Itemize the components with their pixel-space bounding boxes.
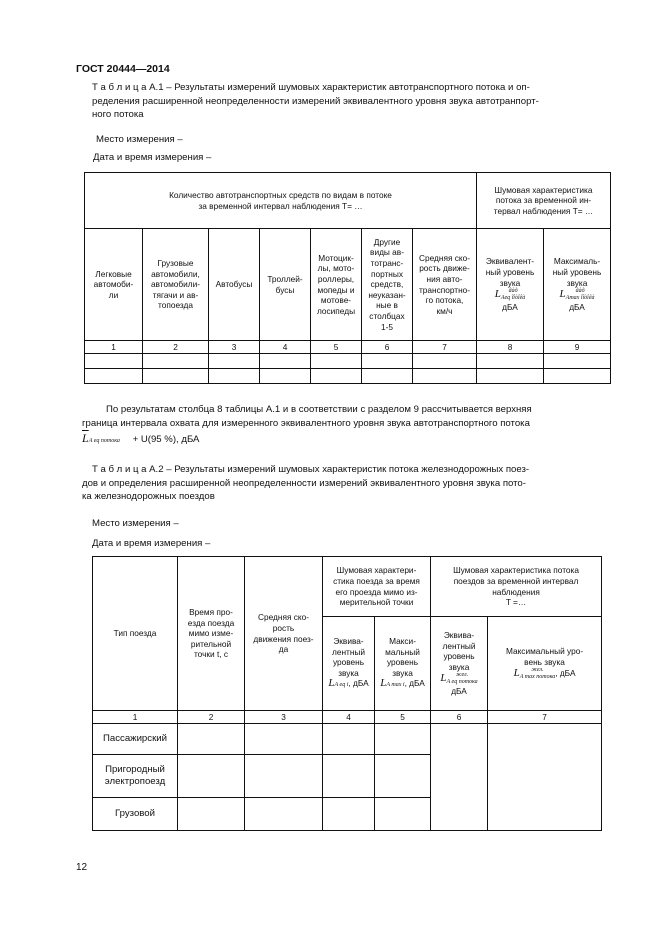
symbol-sup: ãàõ [575,288,585,295]
header-line: лентный [331,646,366,657]
caption-line: Т а б л и ц а А.1 – Результаты измерений шумовых характеристик автотранспортного потока и оп- [92,82,530,93]
header-line: движения поез- [253,633,314,644]
unit-label: дБА [451,686,467,697]
col-header-max-level-train [375,617,431,711]
col-header-eq-level-train [323,617,375,711]
header-line: виды ав- [370,247,404,258]
table1-group-header [85,173,477,229]
header-line: ные в [376,300,398,311]
header-line: рость движе- [419,263,470,274]
col-header-max-level-flow [488,617,602,711]
header-line: автомобили- [150,279,201,290]
caption-line: Т а б л и ц а А.2 – Результаты измерений шумовых характеристик потока железнодорожных поез- [92,464,530,475]
symbol-sup: жел. [456,672,469,679]
symbol-sub: A max i [386,682,405,689]
header-line: Шумовая характеристика [494,184,593,195]
unit-label: , дБА [555,668,576,679]
table-cell [544,354,611,369]
header-line: Средняя ско- [418,252,470,263]
text-line: граница интервала охвата для измеренного эквивалентного уровня звука автотранспортного потока [82,417,530,429]
header-line: его проезда мимо из- [335,586,418,597]
table-row [93,724,602,755]
col-header-avg-speed [245,557,323,711]
col-header-equivalent-level [477,229,544,341]
table-cell [85,354,143,369]
header-line: мотове- [320,295,352,306]
col-header-max-level [544,229,611,341]
page-number: 12 [76,862,88,873]
header-line: ли [108,289,119,300]
flow-noise-group-header [431,557,602,617]
row-label-line: Пригородный [105,764,165,775]
formula-sub: A eq потока [88,438,120,444]
column-number: 1 [93,711,178,724]
table-cell [375,724,431,755]
header-line: Максималь- [553,256,601,267]
header-line: го потока, [425,295,464,306]
formula-tail: + U(95 %), дБА [132,434,200,445]
table-cell-merged [488,724,602,831]
header-line: Эквива- [443,630,475,641]
header-line: Эквивалент- [485,256,535,267]
header-line: езда поезда [187,617,235,628]
table-cell [323,755,375,798]
column-number: 5 [375,711,431,724]
column-number: 4 [323,711,375,724]
header-line: средств, [370,279,404,290]
header-line: рительной [190,638,232,649]
symbol-sub: Amax îîòîêà [565,295,595,302]
unit-label: дБА [569,302,585,313]
caption-line: ного потока [92,109,144,120]
row-label-passenger: Пассажирский [93,724,178,755]
formula-line [82,432,615,449]
header-line: Грузовые [157,258,194,269]
column-number: 7 [413,341,477,354]
header-line: неуказан- [368,289,406,300]
header-line: столбцах [369,310,405,321]
header-line: автомобили, [151,268,200,279]
symbol-sub: A max потока [519,674,556,681]
header-line: тотранс- [370,258,404,269]
column-number: 9 [544,341,611,354]
table-cell [323,724,375,755]
table1 [84,172,611,384]
header-line: Легковые [95,268,132,279]
table-cell [260,369,311,384]
header-line: Максимальный уро- [505,645,584,656]
table-cell [413,369,477,384]
table1-caption [92,81,622,122]
header-line: ный уровень [552,266,602,277]
unit-label: дБА [502,302,518,313]
symbol-formula [489,667,600,681]
header-line: бусы [275,284,295,295]
column-number: 7 [488,711,602,724]
header-line: Макси- [389,636,416,647]
symbol-sub: A eq потока [446,679,478,686]
header-line: тервал наблюдения T= … [493,205,594,216]
document-header: ГОСТ 20444—2014 [76,63,170,75]
symbol-sub: Aeq îîòîêà [500,295,526,302]
header-line: вень звука [524,656,565,667]
table-cell [311,369,362,384]
col-header-eq-level-flow [431,617,488,711]
table-cell [375,755,431,798]
header-line: ния авто- [426,273,463,284]
caption-line: ка железнодорожных поездов [82,491,215,502]
col-header-other-vehicles [362,229,413,341]
table-cell [311,354,362,369]
col-header-train-type [93,557,178,711]
column-number: 4 [260,341,311,354]
col-header-motorcycles [311,229,362,341]
header-line: топоезда [158,300,193,311]
table-cell [323,798,375,831]
header-line: лентный [442,640,476,651]
header-line: звука [566,277,588,288]
symbol-formula [478,288,542,302]
column-number: 6 [431,711,488,724]
header-line: рость [272,622,295,633]
table-cell [178,724,245,755]
table-cell [245,798,323,831]
column-number: 8 [477,341,544,354]
table-cell [413,354,477,369]
row-label-line: электропоезд [104,776,166,787]
caption-line: дов и определения расширенной неопределенности измерений эквивалентного уровня звука пото- [82,477,526,489]
table-cell [143,369,209,384]
table-cell-merged [431,724,488,831]
header-line: лосипеды [316,305,356,316]
symbol: L [559,288,566,301]
table-cell [209,369,260,384]
table-cell [245,755,323,798]
table-cell [245,724,323,755]
table2-datetime-label: Дата и время измерения – [92,538,211,549]
unit-label: , дБА [404,678,425,689]
unit-label: , дБА [348,678,369,689]
header-line: Тип поезда [113,628,157,639]
header-line: тягачи и ав- [152,289,199,300]
symbol-sup: жел. [531,667,544,674]
col-header-cars [85,229,143,341]
header-line: за временной интервал наблюдения T= … [198,200,363,211]
formula-symbol: $\overline{L}$ [82,431,89,445]
header-line: Другие [373,236,401,247]
table1-datetime-label: Дата и время измерения – [93,152,212,163]
header-line: Автобусы [215,279,253,290]
header-line: автомоби- [93,279,134,290]
header-line: 1-5 [381,321,393,332]
row-label-freight: Грузовой [93,798,178,831]
table1-place-label: Место измерения – [96,134,183,145]
header-line: км/ч [436,305,453,316]
table-cell [178,798,245,831]
header-line: Шумовая характеристика потока [453,565,579,576]
symbol-formula [432,672,486,686]
table-cell [209,354,260,369]
symbol: L [494,288,501,301]
header-line: Троллей- [267,273,303,284]
caption-line: ределения расширенной неопределенности измерений эквивалентного уровня звука автотранпорт- [92,95,539,107]
header-line: поездов за временной интервал [453,575,579,586]
col-header-avg-speed [413,229,477,341]
header-line: портных [370,268,404,279]
header-line: Количество автотранспортных средств по видам в потоке [169,189,392,200]
header-line: стика поезда за время [333,575,420,586]
row-label-suburban [93,755,178,798]
header-line: точки t, с [193,649,229,660]
header-line: уровень [443,651,475,662]
table-cell [178,755,245,798]
column-number: 5 [311,341,362,354]
header-line: ный уровень [485,266,535,277]
train-noise-group-header [323,557,431,617]
column-number: 2 [143,341,209,354]
symbol-formula [376,678,429,691]
symbol: L [440,672,447,685]
col-header-trolleybuses [260,229,311,341]
header-line: уровень [332,657,365,668]
header-line: Мотоцик- [318,252,354,263]
table1-noise-header [477,173,611,229]
table-cell [85,369,143,384]
column-number: 6 [362,341,413,354]
header-line: T =… [505,597,527,608]
column-number: 1 [85,341,143,354]
header-line: Эквива- [333,636,364,647]
table-cell [544,369,611,384]
table-cell [477,354,544,369]
header-line: Время про- [189,607,233,618]
text-line: По результатам столбца 8 таблицы А.1 и в соответствии с разделом 9 рассчитывается верхняя [106,404,532,415]
header-line: Средняя ско- [257,612,309,623]
symbol: L [380,677,387,690]
table2 [92,556,602,831]
header-line: роллеры, [317,273,355,284]
table-cell [143,354,209,369]
header-line: мерительной точки [339,597,414,608]
header-line: мальный [385,646,420,657]
col-header-trucks [143,229,209,341]
column-numbers-row [85,341,611,354]
header-line: да [278,644,289,655]
column-numbers-row [93,711,602,724]
symbol-sub: A eq i [334,682,349,689]
header-line: мимо изме- [188,628,234,639]
table-cell [375,798,431,831]
coverage-interval-text [82,403,615,449]
table-cell [477,369,544,384]
column-number: 3 [245,711,323,724]
table-cell [362,369,413,384]
table2-place-label: Место измерения – [92,518,179,529]
header-line: звука [392,667,413,678]
header-line: мопеды и [317,284,355,295]
column-number: 3 [209,341,260,354]
header-line: потока за временной ин- [495,195,592,206]
header-line: наблюдения [492,586,540,597]
col-header-buses [209,229,260,341]
table2-caption [82,463,617,504]
header-line: звука [338,667,359,678]
table-row [85,354,611,369]
header-line: транспортно- [418,284,471,295]
table-row [85,369,611,384]
symbol-formula [545,288,609,302]
col-header-passage-time [178,557,245,711]
table-cell [260,354,311,369]
symbol-sup: ãàõ [508,288,518,295]
header-line: лы, мото- [317,263,355,274]
symbol: L [328,677,335,690]
column-number: 2 [178,711,245,724]
table-cell [362,354,413,369]
symbol-formula [324,678,373,691]
header-line: звука [448,661,470,672]
header-line: Шумовая характери- [336,565,417,576]
header-line: уровень [386,657,419,668]
symbol: L [513,667,520,680]
header-line: звука [499,277,521,288]
